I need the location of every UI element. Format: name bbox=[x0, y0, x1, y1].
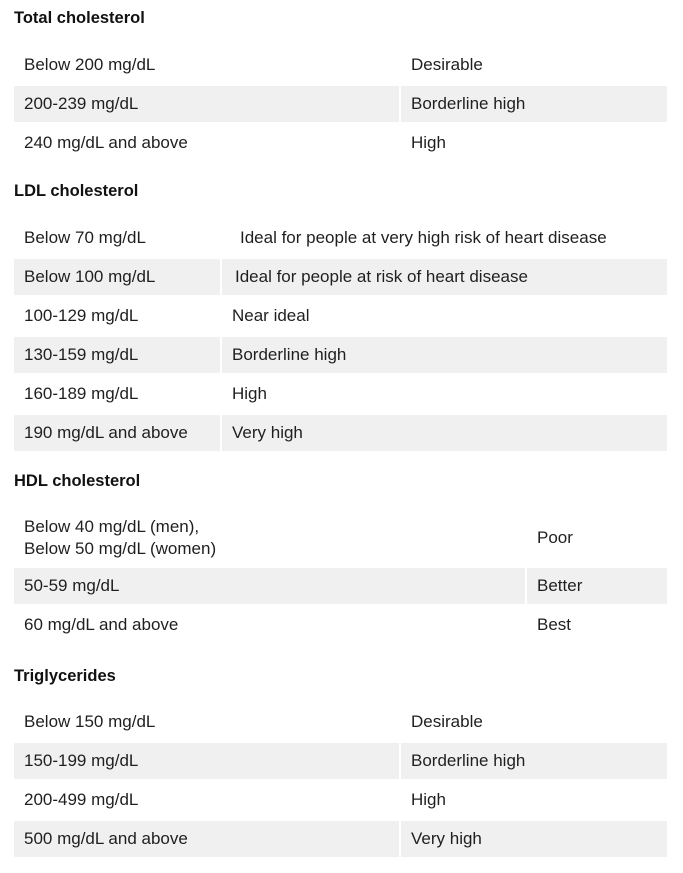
table-row bbox=[14, 122, 667, 161]
total-cholesterol-title: Total cholesterol bbox=[14, 9, 145, 27]
table-row bbox=[14, 740, 667, 779]
ldl-cholesterol-table bbox=[14, 220, 667, 451]
range-cell: 190 mg/dL and above bbox=[14, 412, 220, 451]
table-row bbox=[14, 818, 667, 857]
table-row bbox=[14, 334, 667, 373]
range-cell: Below 150 mg/dL bbox=[24, 712, 156, 731]
table-row bbox=[14, 83, 667, 122]
category-cell: Better bbox=[525, 565, 667, 604]
category-cell: Borderline high bbox=[220, 334, 667, 373]
table-row bbox=[14, 373, 667, 412]
range-cell: 160-189 mg/dL bbox=[14, 373, 220, 412]
category-cell: Very high bbox=[399, 818, 667, 857]
table-row bbox=[14, 704, 667, 740]
table-row bbox=[14, 220, 667, 256]
category-cell: High bbox=[399, 122, 667, 161]
range-cell bbox=[14, 510, 525, 565]
range-cell: 100-129 mg/dL bbox=[14, 295, 220, 334]
range-cell: Below 100 mg/dL bbox=[14, 256, 220, 295]
table-row bbox=[14, 295, 667, 334]
category-cell: Desirable bbox=[399, 704, 667, 740]
category-cell: Desirable bbox=[399, 47, 667, 83]
category-cell: Very high bbox=[220, 412, 667, 451]
range-cell: Below 200 mg/dL bbox=[24, 55, 156, 74]
category-cell: High bbox=[220, 373, 667, 412]
range-cell: 150-199 mg/dL bbox=[14, 740, 399, 779]
category-cell: Near ideal bbox=[220, 295, 667, 334]
table-row bbox=[14, 412, 667, 451]
category-cell: Poor bbox=[525, 510, 667, 565]
range-line: Below 40 mg/dL (men), bbox=[24, 516, 200, 536]
hdl-cholesterol-title: HDL cholesterol bbox=[14, 472, 141, 490]
category-cell: Borderline high bbox=[399, 740, 667, 779]
category-cell: Ideal for people at very high risk of heart disease bbox=[220, 220, 667, 256]
range-cell: 200-499 mg/dL bbox=[14, 779, 399, 818]
range-cell: 240 mg/dL and above bbox=[14, 122, 399, 161]
table-row bbox=[14, 47, 667, 83]
range-cell: 60 mg/dL and above bbox=[14, 604, 525, 643]
range-cell: 200-239 mg/dL bbox=[14, 83, 399, 122]
hdl-cholesterol-table bbox=[14, 510, 667, 643]
table-row bbox=[14, 779, 667, 818]
category-cell: Best bbox=[525, 604, 667, 643]
triglycerides-table bbox=[14, 704, 667, 857]
range-cell: Below 70 mg/dL bbox=[24, 228, 146, 247]
table-row bbox=[14, 604, 667, 643]
table-row bbox=[14, 510, 667, 565]
range-line: Below 50 mg/dL (women) bbox=[24, 538, 217, 558]
category-cell: Ideal for people at risk of heart disease bbox=[220, 256, 667, 295]
triglycerides-title: Triglycerides bbox=[14, 667, 116, 685]
category-cell: High bbox=[399, 779, 667, 818]
range-cell: 50-59 mg/dL bbox=[14, 565, 525, 604]
total-cholesterol-table bbox=[14, 47, 667, 161]
category-cell: Borderline high bbox=[399, 83, 667, 122]
table-row bbox=[14, 256, 667, 295]
range-cell: 130-159 mg/dL bbox=[14, 334, 220, 373]
range-cell: 500 mg/dL and above bbox=[14, 818, 399, 857]
ldl-cholesterol-title: LDL cholesterol bbox=[14, 182, 139, 200]
table-row bbox=[14, 565, 667, 604]
